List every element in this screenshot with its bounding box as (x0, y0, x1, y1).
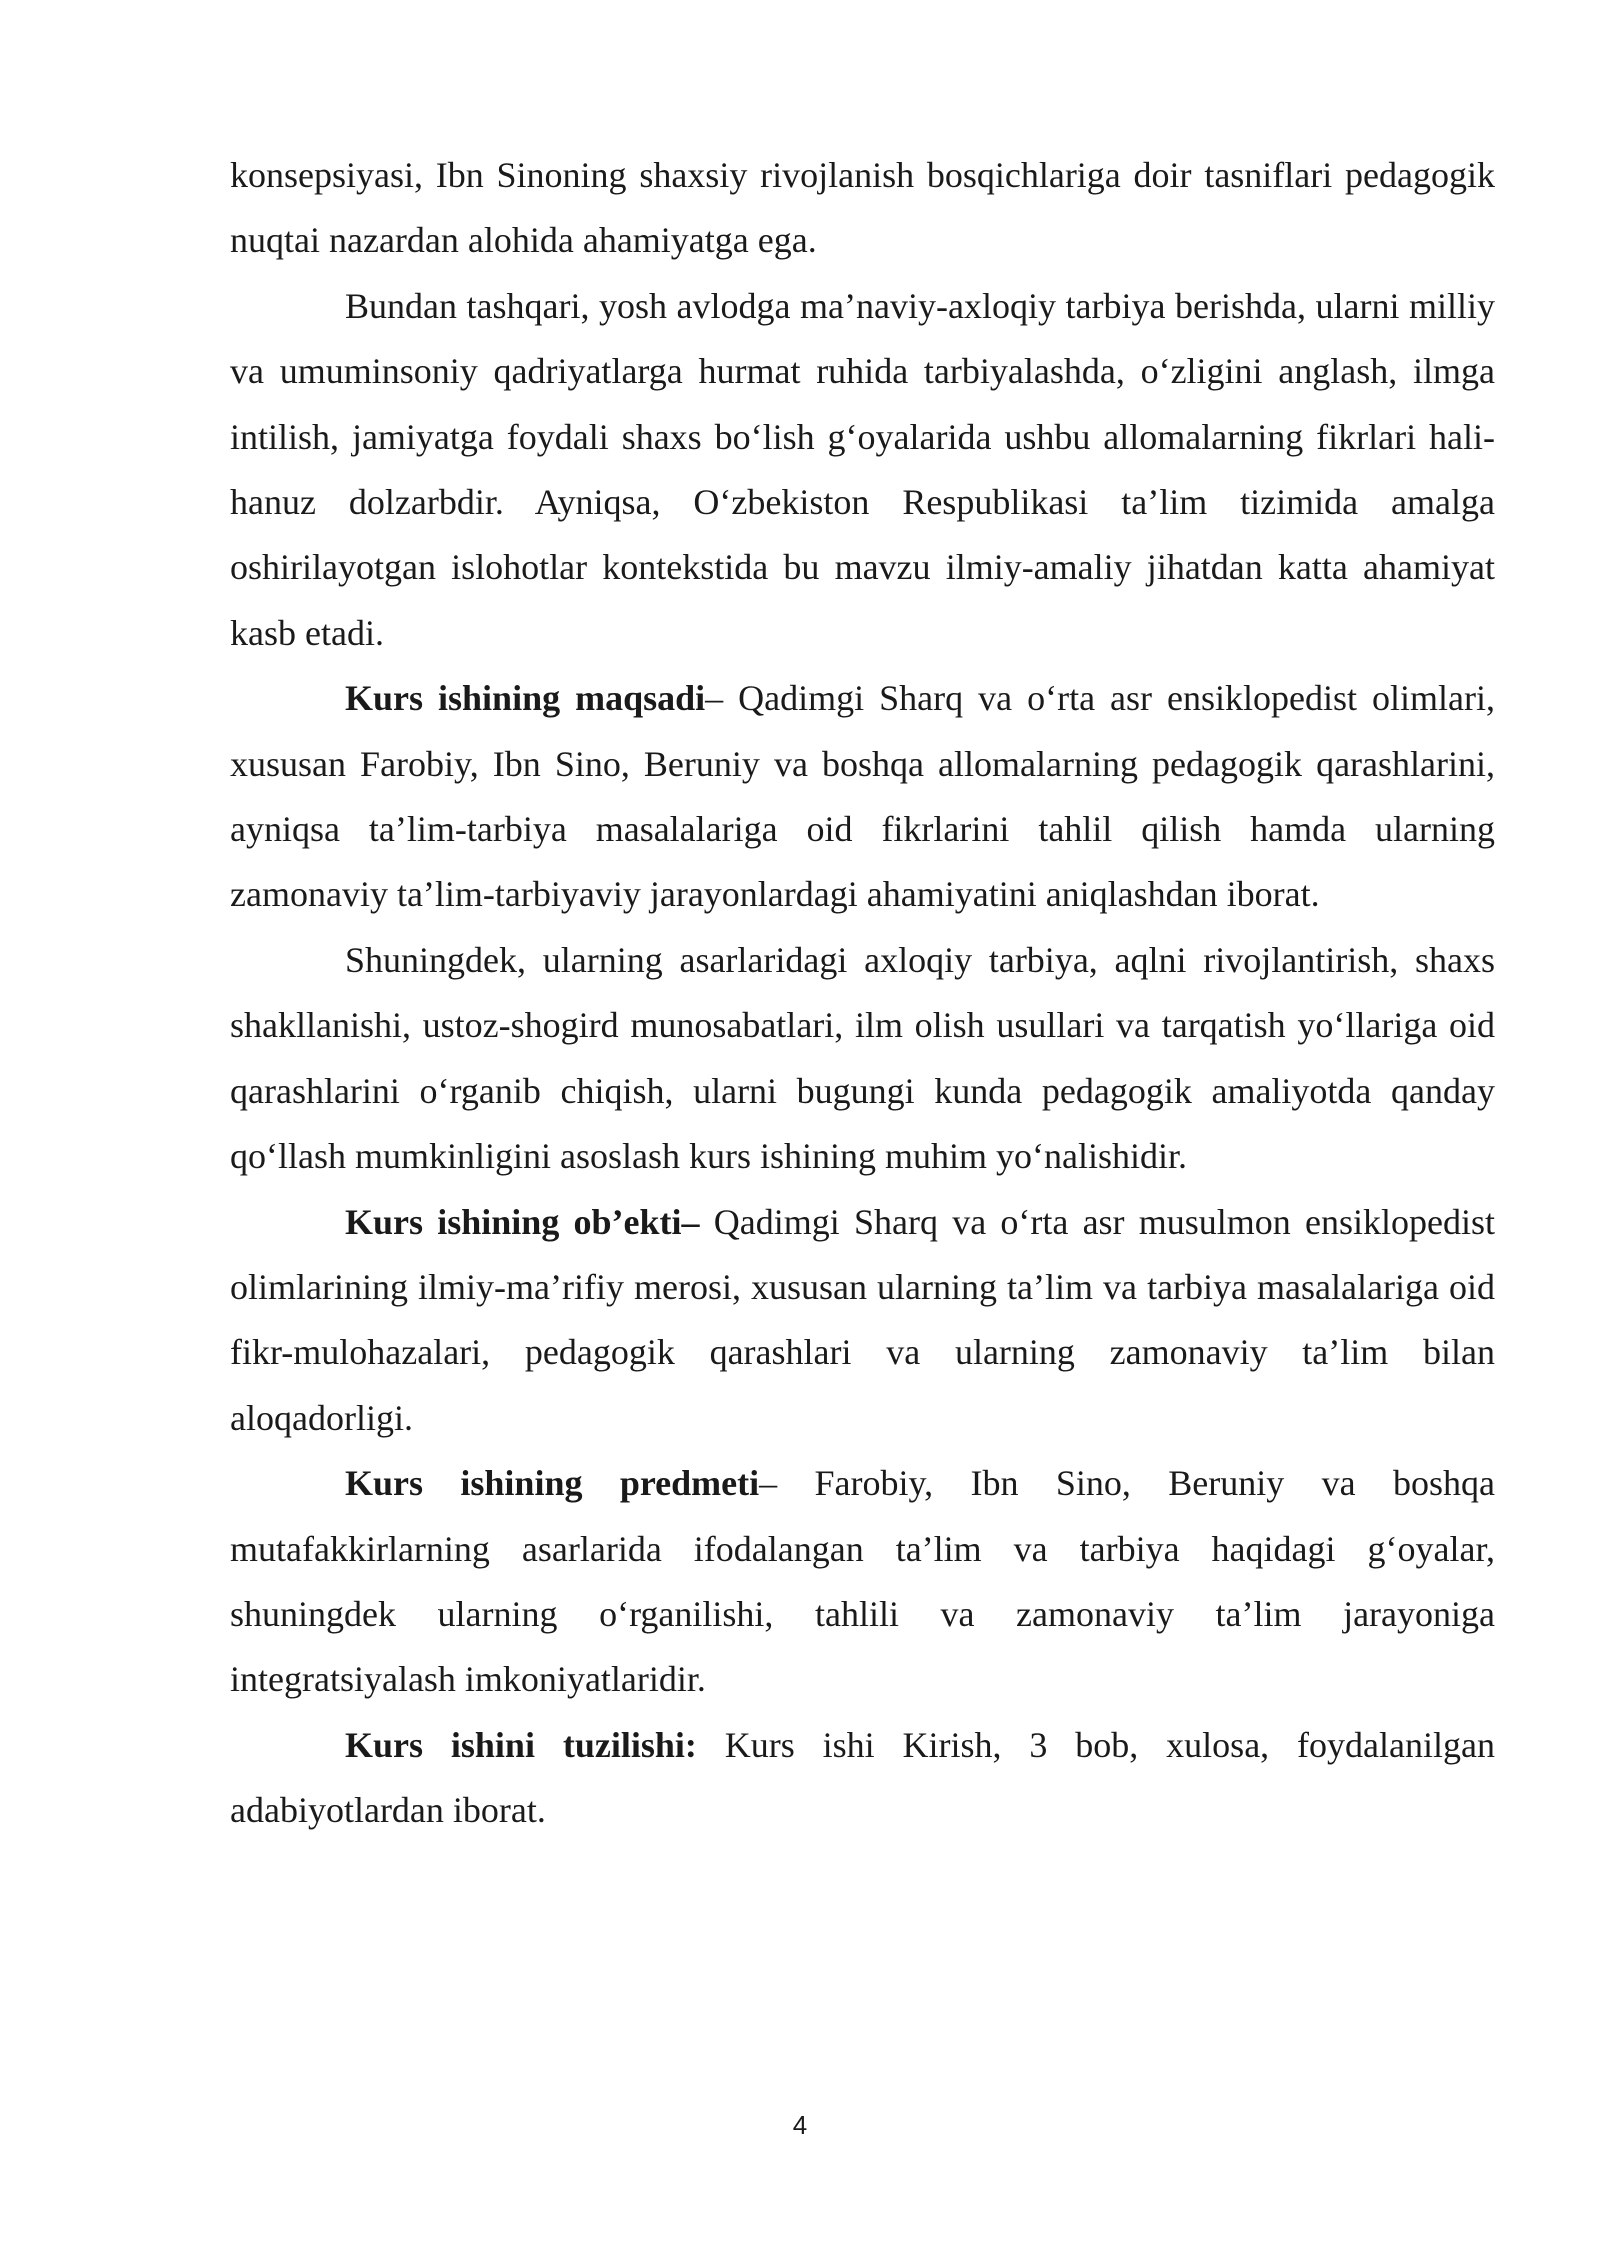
paragraph-lead: Kurs ishining maqsadi (345, 678, 706, 719)
paragraph-text: Kurs ishi Kirish, 3 bob, xulosa, foydalanilgan adabiyotlardan iborat. (230, 1724, 1495, 1831)
paragraph-continuation (230, 143, 1495, 274)
paragraph-lead: Kurs ishining predmeti (345, 1463, 760, 1504)
paragraph-object (230, 1190, 1495, 1452)
paragraph-text: Qadimgi Sharq va o‘rta asr musulmon ensiklopedist olimlarining ilmiy-ma’rifiy merosi, xususan ularning ta’lim va tarbiya masalalariga oid fikr-mulohazalari, pedagogik qarashlari va ularning zamonaviy ta’lim bilan aloqadorligi. (230, 1201, 1495, 1438)
page-body (230, 143, 1495, 1844)
paragraph-goal (230, 666, 1495, 928)
paragraph-text: Bundan tashqari, yosh avlodga ma’naviy-axloqiy tarbiya berishda, ularni milliy va umuminsoniy qadriyatlarga hurmat ruhida tarbiyalashda, o‘zligini anglash, ilmga intilish, jamiyatga foydali shaxs bo‘lish g‘oyalarida ushbu allomalarning fikrlari hali-hanuz dolzarbdir. Ayniqsa, O‘zbekiston Respublikasi ta’lim tizimida amalga oshirilayotgan islohotlar kontekstida bu mavzu ilmiy-amaliy jihatdan katta ahamiyat kasb etadi. (230, 285, 1495, 653)
paragraph-text: – Qadimgi Sharq va o‘rta asr ensiklopedist olimlari, xususan Farobiy, Ibn Sino, Beruniy va boshqa allomalarning pedagogik qarashlarini, ayniqsa ta’lim-tarbiya masalalariga oid fikrlarini tahlil qilish hamda ularning zamonaviy ta’lim-tarbiyaviy jarayonlardagi ahamiyatini aniqlashdan iborat. (230, 678, 1495, 915)
paragraph-text: – Farobiy, Ibn Sino, Beruniy va boshqa mutafakkirlarning asarlarida ifodalangan ta’lim va tarbiya haqidagi g‘oyalar, shuningdek ularning o‘rganilishi, tahlili va zamonaviy ta’lim jarayoniga integratsiyalash imkoniyatlaridir. (230, 1463, 1495, 1700)
paragraph-lead: Kurs ishini tuzilishi: (345, 1724, 697, 1765)
page-number: 4 (792, 2110, 808, 2140)
paragraph-context (230, 274, 1495, 666)
paragraph-additional (230, 928, 1495, 1190)
paragraph-subject (230, 1451, 1495, 1713)
paragraph-text: konsepsiyasi, Ibn Sinoning shaxsiy rivojlanish bosqichlariga doir tasniflari pedagogik nuqtai nazardan alohida ahamiyatga ega. (230, 155, 1495, 261)
paragraph-structure (230, 1713, 1495, 1844)
paragraph-text: Shuningdek, ularning asarlaridagi axloqiy tarbiya, aqlni rivojlantirish, shaxs shakllanishi, ustoz-shogird munosabatlari, ilm olish usullari va tarqatish yo‘llariga oid qarashlarini o‘rganib chiqish, ularni bugungi kunda pedagogik amaliyotda qanday qo‘llash mumkinligini asoslash kurs ishining muhim yo‘nalishidir. (230, 939, 1495, 1177)
paragraph-lead: Kurs ishining ob’ekti– (345, 1201, 700, 1242)
